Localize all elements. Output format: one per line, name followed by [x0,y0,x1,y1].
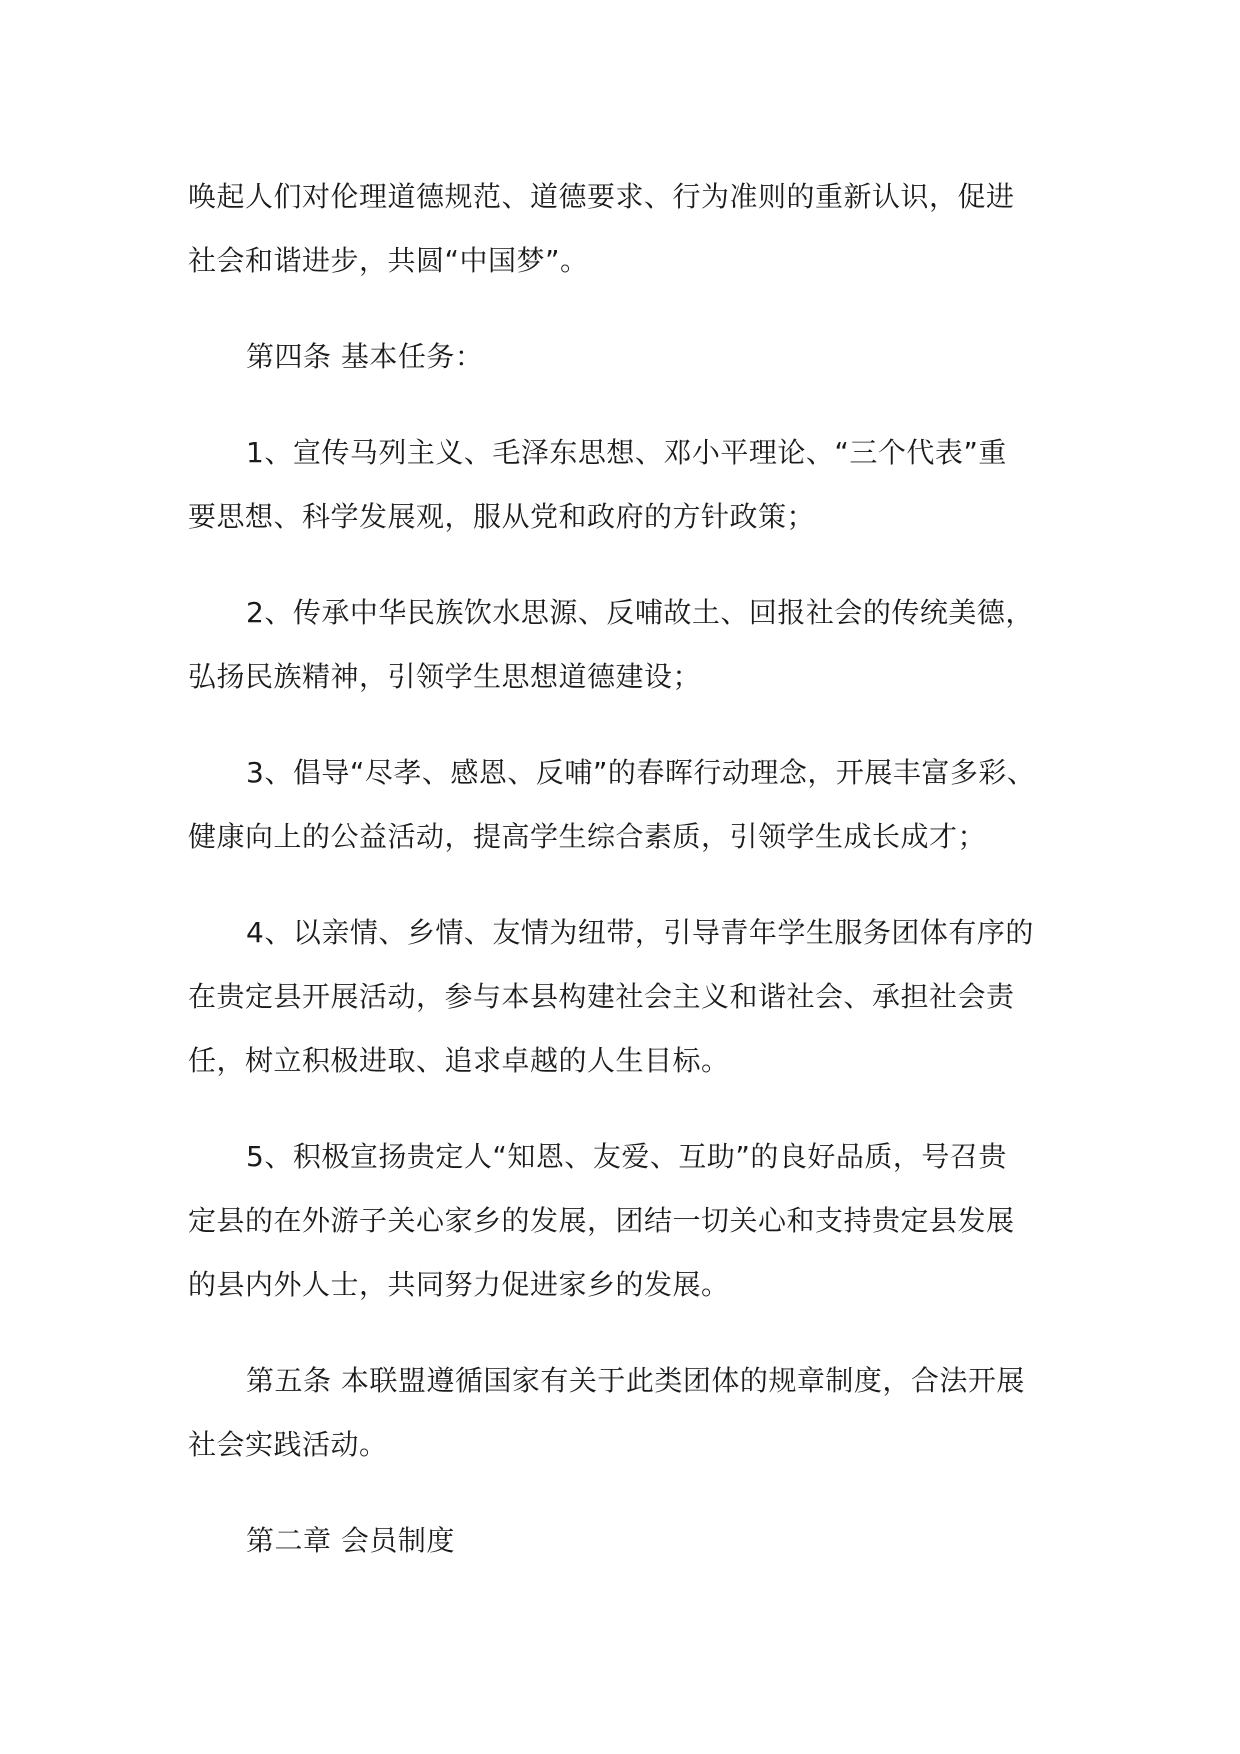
article-4-heading [188,325,1058,389]
text-line: 要思想、科学发展观，服从党和政府的方针政策； [188,500,816,533]
paragraph-gap [188,709,1058,741]
paragraph-gap [188,1093,1058,1125]
paragraph-gap [188,293,1058,325]
task-item-1 [188,421,1058,549]
text-line: 健康向上的公益活动，提高学生综合素质，引领学生成长成才； [188,820,987,853]
text-line: 在贵定县开展活动，参与本县构建社会主义和谐社会、承担社会责 [188,980,1015,1013]
text-line: 3、倡导“尽孝、感恩、反哺”的春晖行动理念，开展丰富多彩、 [246,756,1036,789]
paragraph-gap [188,869,1058,901]
text-line: 第二章 会员制度 [246,1524,455,1557]
chapter-2-heading [188,1509,1058,1573]
task-item-3 [188,741,1058,869]
text-line: 第五条 本联盟遵循国家有关于此类团体的规章制度，合法开展 [246,1364,1025,1397]
article-5 [188,1349,1058,1477]
text-line: 定县的在外游子关心家乡的发展，团结一切关心和支持贵定县发展 [188,1204,1015,1237]
text-line: 4、以亲情、乡情、友情为纽带，引导青年学生服务团体有序的 [246,916,1034,949]
paragraph-gap [188,1477,1058,1509]
paragraph-continuation [188,165,1058,293]
text-line: 第四条 基本任务： [246,340,484,373]
text-line: 5、积极宣扬贵定人“知恩、友爱、互助”的良好品质，号召贵 [246,1140,1007,1173]
text-line: 社会和谐进步，共圆“中国梦”。 [188,244,589,277]
document-body [188,165,1058,1573]
text-line: 的县内外人士，共同努力促进家乡的发展。 [188,1268,730,1301]
task-item-4 [188,901,1058,1093]
text-line: 社会实践活动。 [188,1428,388,1461]
text-line: 弘扬民族精神，引领学生思想道德建设； [188,660,702,693]
text-line: 2、传承中华民族饮水思源、反哺故土、回报社会的传统美德， [246,596,1034,629]
text-line: 唤起人们对伦理道德规范、道德要求、行为准则的重新认识，促进 [188,180,1015,213]
text-line: 任，树立积极进取、追求卓越的人生目标。 [188,1044,730,1077]
paragraph-gap [188,549,1058,581]
paragraph-gap [188,1317,1058,1349]
task-item-5 [188,1125,1058,1317]
text-line: 1、宣传马列主义、毛泽东思想、邓小平理论、“三个代表”重 [246,436,1007,469]
task-item-2 [188,581,1058,709]
paragraph-gap [188,389,1058,421]
